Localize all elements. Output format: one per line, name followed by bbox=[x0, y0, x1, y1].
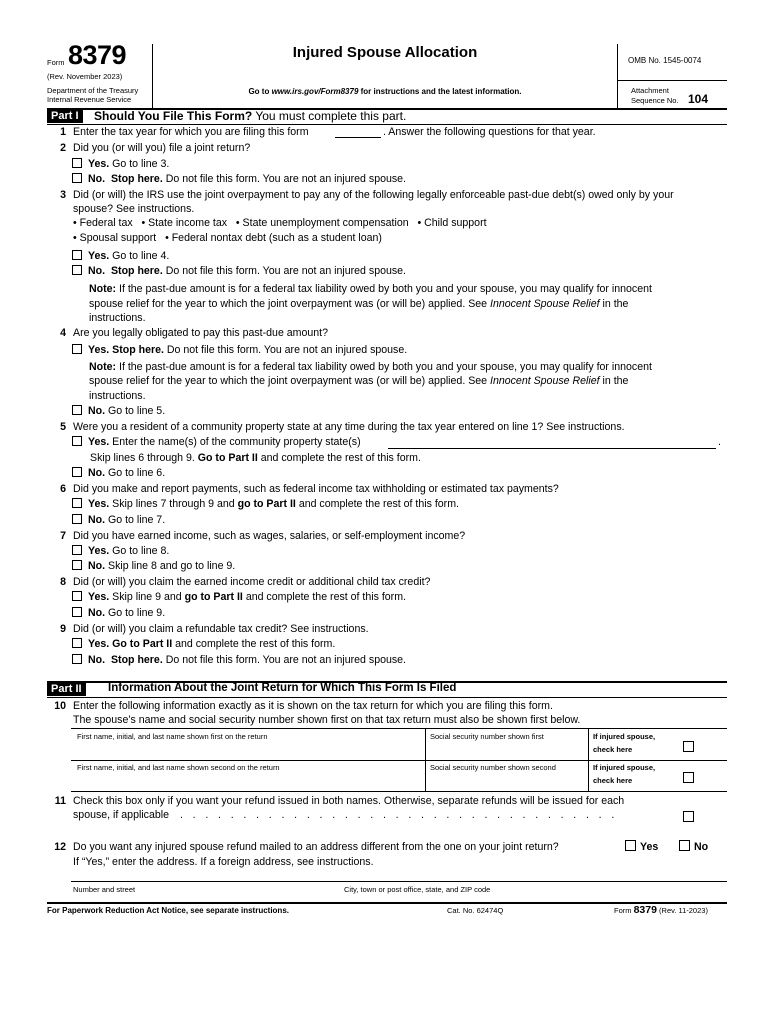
line7-no-checkbox[interactable] bbox=[72, 560, 82, 570]
line2-no-checkbox[interactable] bbox=[72, 173, 82, 183]
line7-yes-checkbox[interactable] bbox=[72, 545, 82, 555]
line12-no-option[interactable]: No bbox=[679, 840, 708, 853]
line11-text-l2: spouse, if applicable bbox=[73, 809, 169, 821]
line12-yes-checkbox[interactable] bbox=[625, 840, 636, 851]
line12-text-l1: Do you want any injured spouse refund mailed to an address different from the one on your joint return? bbox=[73, 841, 559, 853]
line5-no-checkbox[interactable] bbox=[72, 467, 82, 477]
line6-no-option[interactable]: No. Go to line 7. bbox=[72, 514, 165, 526]
line1-number: 1 bbox=[60, 126, 66, 138]
first-spouse-name-input[interactable] bbox=[77, 744, 421, 758]
line7-yes-option[interactable]: Yes. Go to line 8. bbox=[72, 545, 169, 557]
line4-note-l3: instructions. bbox=[89, 390, 146, 402]
line2-no-option[interactable]: No. Stop here. Do not file this form. You are not an injured spouse. bbox=[72, 173, 406, 185]
revision-date: (Rev. November 2023) bbox=[47, 72, 123, 81]
form-number: 8379 bbox=[68, 40, 127, 70]
line5-number: 5 bbox=[60, 421, 66, 433]
line3-no-option[interactable]: No. Stop here. Do not file this form. You are not an injured spouse. bbox=[72, 265, 406, 277]
address-street-label: Number and street bbox=[73, 885, 136, 894]
line10-text-l1: Enter the following information exactly as it is shown on the tax return for which you are filing this form. bbox=[73, 700, 553, 712]
line12-text-l2: If “Yes,” enter the address. If a foreign address, see instructions. bbox=[73, 856, 374, 868]
second-spouse-ssn-input[interactable] bbox=[430, 775, 584, 789]
line2-number: 2 bbox=[60, 142, 66, 154]
omb-number: OMB No. 1545-0074 bbox=[628, 56, 702, 65]
form-title: Injured Spouse Allocation bbox=[292, 44, 478, 61]
line4-note-l2: spouse relief for the year to which the joint overpayment was (or will be) applied. See Innocent Spouse Relief in the bbox=[89, 375, 629, 387]
line1-text-a: Enter the tax year for which you are filing this form bbox=[73, 126, 309, 138]
department-line2: Internal Revenue Service bbox=[47, 95, 132, 104]
row1-injured-l1: If injured spouse, bbox=[593, 732, 656, 741]
row1-name-label: First name, initial, and last name shown first on the return bbox=[77, 732, 268, 741]
line12-number: 12 bbox=[54, 841, 66, 853]
line6-yes-option[interactable]: Yes. Skip lines 7 through 9 and go to Part II and complete the rest of this form. bbox=[72, 498, 459, 510]
line9-yes-checkbox[interactable] bbox=[72, 638, 82, 648]
tax-year-input[interactable] bbox=[335, 137, 381, 138]
row1-injured-l2: check here bbox=[593, 745, 633, 754]
attachment-label: Attachment bbox=[631, 86, 669, 95]
line6-number: 6 bbox=[60, 483, 66, 495]
line2-yes-checkbox[interactable] bbox=[72, 158, 82, 168]
first-spouse-injured-checkbox[interactable] bbox=[683, 741, 694, 752]
line3-yes-option[interactable]: Yes. Go to line 4. bbox=[72, 250, 169, 262]
row2-ssn-label: Social security number shown second bbox=[430, 763, 556, 772]
line2-yes-option[interactable]: Yes. Go to line 3. bbox=[72, 158, 169, 170]
line4-yes-checkbox[interactable] bbox=[72, 344, 82, 354]
sequence-number: 104 bbox=[688, 92, 709, 106]
line3-yes-checkbox[interactable] bbox=[72, 250, 82, 260]
line12-no-checkbox[interactable] bbox=[679, 840, 690, 851]
line1-text-b: . Answer the following questions for that year. bbox=[383, 126, 596, 138]
line5-no-option[interactable]: No. Go to line 6. bbox=[72, 467, 165, 479]
line5-yes-checkbox[interactable] bbox=[72, 436, 82, 446]
line7-no-option[interactable]: No. Skip line 8 and go to line 9. bbox=[72, 560, 235, 572]
line4-text: Are you legally obligated to pay this past-due amount? bbox=[73, 327, 329, 339]
form-word: Form bbox=[47, 58, 65, 67]
part2-label: Part II bbox=[47, 683, 86, 696]
address-street-input[interactable] bbox=[73, 894, 338, 902]
line11-leader-dots: . . . . . . . . . . . . . . . . . . . . . . . . . . . . . . . . . . . bbox=[180, 809, 618, 821]
line7-text: Did you have earned income, such as wages, salaries, or self-employment income? bbox=[73, 530, 466, 542]
row2-name-label: First name, initial, and last name shown second on the return bbox=[77, 763, 280, 772]
line4-number: 4 bbox=[60, 327, 66, 339]
first-spouse-ssn-input[interactable] bbox=[430, 744, 584, 758]
line8-yes-checkbox[interactable] bbox=[72, 591, 82, 601]
refund-both-names-checkbox[interactable] bbox=[683, 811, 694, 822]
part1-title: Should You File This Form? You must complete this part. bbox=[94, 109, 407, 123]
line3-text-l2: spouse? See instructions. bbox=[73, 203, 195, 215]
line4-note-l1: Note: If the past-due amount is for a federal tax liability owed by both you and your spouse, you may qualify for innocent bbox=[89, 361, 652, 373]
line6-yes-checkbox[interactable] bbox=[72, 498, 82, 508]
line4-no-checkbox[interactable] bbox=[72, 405, 82, 415]
row1-ssn-label: Social security number shown first bbox=[430, 732, 544, 741]
row2-injured-l1: If injured spouse, bbox=[593, 763, 656, 772]
community-property-states-input[interactable] bbox=[388, 448, 716, 449]
line6-no-checkbox[interactable] bbox=[72, 514, 82, 524]
line10-text-l2: The spouse’s name and social security number shown first on that tax return must also be shown first below. bbox=[73, 714, 581, 726]
line3-note-l1: Note: If the past-due amount is for a federal tax liability owed by both you and your spouse, you may qualify for innocent bbox=[89, 283, 652, 295]
line8-no-checkbox[interactable] bbox=[72, 607, 82, 617]
line3-note-l3: instructions. bbox=[89, 312, 146, 324]
line5-period: . bbox=[718, 436, 721, 448]
footer-form-id: Form 8379 (Rev. 11-2023) bbox=[614, 904, 708, 916]
line9-no-option[interactable]: No. Stop here. Do not file this form. You are not an injured spouse. bbox=[72, 654, 406, 666]
catalog-number: Cat. No. 62474Q bbox=[447, 906, 504, 915]
instructions-link[interactable]: Go to www.irs.gov/Form8379 for instructions and the latest information. bbox=[248, 87, 522, 96]
line2-text: Did you (or will you) file a joint return? bbox=[73, 142, 251, 154]
line3-no-checkbox[interactable] bbox=[72, 265, 82, 275]
line9-text: Did (or will) you claim a refundable tax credit? See instructions. bbox=[73, 623, 369, 635]
line9-number: 9 bbox=[60, 623, 66, 635]
line12-yes-option[interactable]: Yes bbox=[625, 840, 658, 853]
line8-number: 8 bbox=[60, 576, 66, 588]
line3-text-l1: Did (or will) the IRS use the joint overpayment to pay any of the following legally enforceable past-due debt(s) owed only by your bbox=[73, 189, 674, 201]
line3-debts-row2: • Spousal support • Federal nontax debt (such as a student loan) bbox=[73, 232, 382, 244]
line3-debts-row1: • Federal tax • State income tax • State unemployment compensation • Child support bbox=[73, 217, 487, 229]
line8-text: Did (or will) you claim the earned income credit or additional child tax credit? bbox=[73, 576, 431, 588]
line3-number: 3 bbox=[60, 189, 66, 201]
sequence-label: Sequence No. bbox=[631, 96, 679, 105]
row2-injured-l2: check here bbox=[593, 776, 633, 785]
part2-title: Information About the Joint Return for Which This Form Is Filed bbox=[108, 682, 457, 694]
line7-number: 7 bbox=[60, 530, 66, 542]
line3-note-l2: spouse relief for the year to which the joint overpayment was (or will be) applied. See Innocent Spouse Relief in the bbox=[89, 298, 629, 310]
line5-yes-option[interactable]: Yes. Enter the name(s) of the community property state(s) bbox=[72, 436, 361, 448]
address-city-input[interactable] bbox=[344, 894, 724, 902]
line9-yes-option[interactable]: Yes. Go to Part II and complete the rest of this form. bbox=[72, 638, 335, 650]
line4-no-option[interactable]: No. Go to line 5. bbox=[72, 405, 165, 417]
line5-skip-text: Skip lines 6 through 9. Go to Part II and complete the rest of this form. bbox=[90, 452, 421, 464]
address-city-label: City, town or post office, state, and ZIP code bbox=[344, 885, 491, 894]
second-spouse-injured-checkbox[interactable] bbox=[683, 772, 694, 783]
paperwork-notice: For Paperwork Reduction Act Notice, see separate instructions. bbox=[47, 906, 289, 915]
line4-yes-option[interactable]: Yes. Stop here. Do not file this form. You are not an injured spouse. bbox=[72, 344, 407, 356]
line11-text-l1: Check this box only if you want your refund issued in both names. Otherwise, separate refunds will be issued for each bbox=[73, 795, 625, 807]
line10-number: 10 bbox=[54, 700, 66, 712]
line6-text: Did you make and report payments, such as federal income tax withholding or estimated tax payments? bbox=[73, 483, 559, 495]
line8-no-option[interactable]: No. Go to line 9. bbox=[72, 607, 165, 619]
line9-no-checkbox[interactable] bbox=[72, 654, 82, 664]
second-spouse-name-input[interactable] bbox=[77, 775, 421, 789]
line8-yes-option[interactable]: Yes. Skip line 9 and go to Part II and complete the rest of this form. bbox=[72, 591, 406, 603]
line11-number: 11 bbox=[54, 795, 66, 807]
part1-label: Part I bbox=[47, 110, 83, 123]
line5-text: Were you a resident of a community property state at any time during the tax year entered on line 1? See instructions. bbox=[73, 421, 625, 433]
department-line1: Department of the Treasury bbox=[47, 86, 139, 95]
